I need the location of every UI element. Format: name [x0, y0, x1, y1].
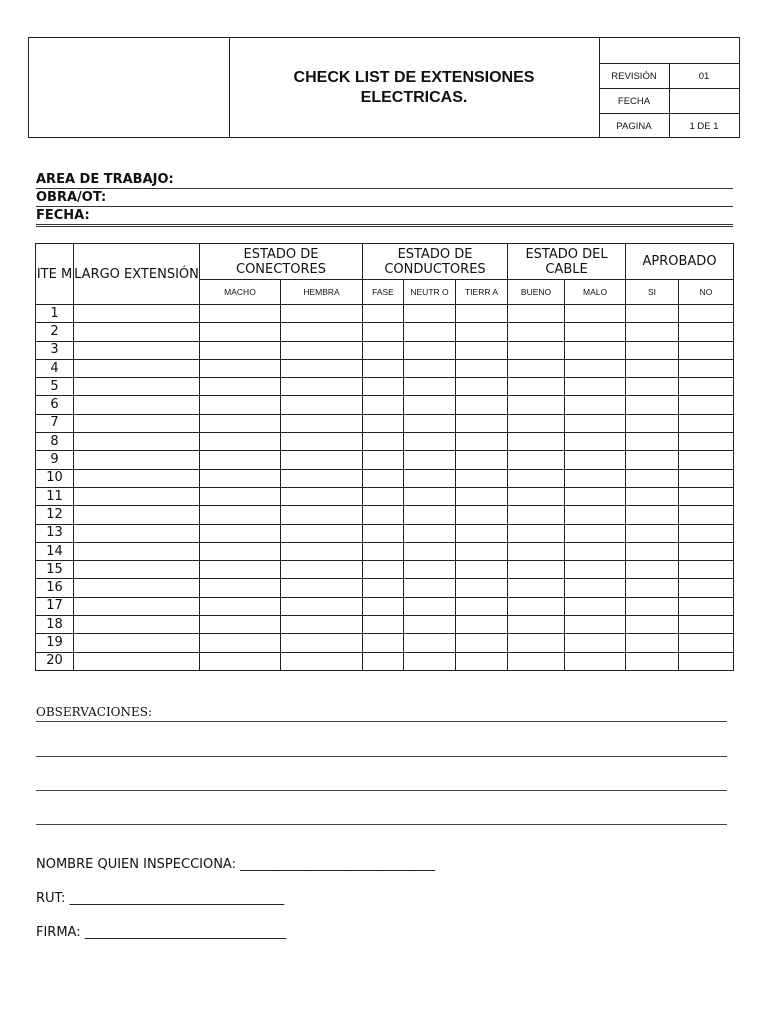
table-cell[interactable] [508, 561, 565, 579]
item-number: 16 [36, 579, 74, 597]
table-cell[interactable] [679, 487, 734, 505]
table-cell[interactable] [200, 616, 281, 634]
table-row [36, 634, 734, 652]
table-cell[interactable] [456, 341, 508, 359]
table-cell[interactable] [363, 652, 404, 670]
meta-value-revision: 01 [698, 70, 710, 82]
table-cell[interactable] [626, 359, 679, 377]
table-cell[interactable] [363, 378, 404, 396]
table-cell[interactable] [626, 341, 679, 359]
table-cell[interactable] [565, 542, 626, 560]
table-cell[interactable] [404, 506, 456, 524]
table-cell[interactable] [456, 378, 508, 396]
table-cell[interactable] [281, 341, 363, 359]
table-cell[interactable] [626, 378, 679, 396]
table-cell[interactable] [508, 652, 565, 670]
table-cell[interactable] [508, 506, 565, 524]
item-number: 14 [36, 542, 74, 560]
item-number: 5 [36, 378, 74, 396]
table-cell[interactable] [281, 396, 363, 414]
table-cell[interactable] [281, 359, 363, 377]
item-number: 7 [36, 414, 74, 432]
table-cell[interactable] [281, 305, 363, 323]
meta-block [599, 38, 739, 137]
table-cell[interactable] [508, 616, 565, 634]
si-header: SI [626, 280, 679, 305]
table-cell[interactable] [363, 451, 404, 469]
table-row [36, 378, 734, 396]
firma-field[interactable]: FIRMA: _______________________________ [36, 925, 287, 940]
table-cell[interactable] [281, 561, 363, 579]
malo-header: MALO [565, 280, 626, 305]
table-cell[interactable] [508, 378, 565, 396]
table-cell[interactable] [200, 323, 281, 341]
table-cell[interactable] [456, 542, 508, 560]
table-cell[interactable] [281, 597, 363, 615]
table-cell[interactable] [508, 305, 565, 323]
table-cell[interactable] [456, 323, 508, 341]
item-number: 1 [36, 305, 74, 323]
table-cell[interactable] [74, 634, 200, 652]
table-cell[interactable] [74, 323, 200, 341]
table-row [36, 579, 734, 597]
table-cell[interactable] [626, 323, 679, 341]
table-row [36, 396, 734, 414]
table-cell[interactable] [404, 433, 456, 451]
table-cell[interactable] [281, 378, 363, 396]
meta-row-fecha [599, 88, 739, 113]
table-cell[interactable] [363, 414, 404, 432]
table-cell[interactable] [565, 433, 626, 451]
item-number: 12 [36, 506, 74, 524]
table-cell[interactable] [456, 634, 508, 652]
table-cell[interactable] [74, 433, 200, 451]
table-cell[interactable] [74, 506, 200, 524]
table-cell[interactable] [363, 542, 404, 560]
table-row [36, 616, 734, 634]
table-cell[interactable] [679, 616, 734, 634]
table-cell[interactable] [679, 579, 734, 597]
table-cell[interactable] [456, 451, 508, 469]
item-number: 17 [36, 597, 74, 615]
table-cell[interactable] [679, 561, 734, 579]
table-cell[interactable] [404, 652, 456, 670]
table-cell[interactable] [626, 524, 679, 542]
table-cell[interactable] [74, 359, 200, 377]
table-cell[interactable] [679, 506, 734, 524]
meta-value-fecha [669, 89, 739, 113]
table-cell[interactable] [404, 359, 456, 377]
table-cell[interactable] [363, 341, 404, 359]
table-cell[interactable] [565, 469, 626, 487]
table-row [36, 524, 734, 542]
no-header: NO [679, 280, 734, 305]
item-number: 4 [36, 359, 74, 377]
table-cell[interactable] [200, 634, 281, 652]
table-cell[interactable] [74, 597, 200, 615]
table-cell[interactable] [565, 579, 626, 597]
observaciones-line[interactable] [36, 824, 727, 825]
table-cell[interactable] [200, 506, 281, 524]
table-cell[interactable] [281, 414, 363, 432]
table-cell[interactable] [404, 396, 456, 414]
table-cell[interactable] [200, 542, 281, 560]
table-cell[interactable] [281, 542, 363, 560]
table-cell[interactable] [679, 634, 734, 652]
table-cell[interactable] [404, 524, 456, 542]
meta-key-revision: REVISIÓN [599, 64, 670, 88]
table-cell[interactable] [565, 323, 626, 341]
table-cell[interactable] [404, 542, 456, 560]
table-cell[interactable] [363, 305, 404, 323]
table-cell[interactable] [363, 634, 404, 652]
table-cell[interactable] [679, 542, 734, 560]
table-row [36, 542, 734, 560]
item-number: 13 [36, 524, 74, 542]
table-cell[interactable] [281, 451, 363, 469]
table-cell[interactable] [281, 616, 363, 634]
table-cell[interactable] [200, 378, 281, 396]
table-cell[interactable] [74, 396, 200, 414]
table-cell[interactable] [508, 341, 565, 359]
table-cell[interactable] [404, 451, 456, 469]
table-cell[interactable] [456, 433, 508, 451]
document-header [28, 37, 740, 138]
tierra-header: TIERR A [456, 280, 508, 305]
table-cell[interactable] [456, 597, 508, 615]
table-cell[interactable] [281, 323, 363, 341]
table-cell[interactable] [565, 305, 626, 323]
table-cell[interactable] [404, 597, 456, 615]
title-cell [229, 38, 600, 137]
table-cell[interactable] [363, 396, 404, 414]
document-title: CHECK LIST DE EXTENSIONES ELECTRICAS. [293, 68, 535, 106]
table-cell[interactable] [626, 652, 679, 670]
item-number: 11 [36, 487, 74, 505]
table-cell[interactable] [281, 579, 363, 597]
item-number: 9 [36, 451, 74, 469]
table-cell[interactable] [456, 579, 508, 597]
estado-cable-header: ESTADO DEL CABLE [508, 244, 626, 280]
item-number: 18 [36, 616, 74, 634]
table-cell[interactable] [200, 305, 281, 323]
table-cell[interactable] [200, 359, 281, 377]
largo-extension-header: LARGO EXTENSIÓN [74, 244, 200, 305]
neutro-header: NEUTR O [404, 280, 456, 305]
table-cell[interactable] [456, 616, 508, 634]
table-cell[interactable] [200, 396, 281, 414]
table-cell[interactable] [200, 341, 281, 359]
table-cell[interactable] [281, 506, 363, 524]
observaciones-line[interactable] [36, 756, 727, 757]
table-cell[interactable] [404, 305, 456, 323]
table-cell[interactable] [74, 378, 200, 396]
table-cell[interactable] [565, 561, 626, 579]
item-number: 8 [36, 433, 74, 451]
table-cell[interactable] [74, 524, 200, 542]
table-cell[interactable] [565, 652, 626, 670]
table-cell[interactable] [565, 378, 626, 396]
table-row [36, 506, 734, 524]
table-cell[interactable] [74, 652, 200, 670]
observaciones-line[interactable] [36, 790, 727, 791]
table-row [36, 487, 734, 505]
table-cell[interactable] [508, 359, 565, 377]
table-cell[interactable] [565, 634, 626, 652]
table-cell[interactable] [363, 597, 404, 615]
checklist-table [35, 243, 734, 671]
table-cell[interactable] [363, 487, 404, 505]
table-cell[interactable] [626, 542, 679, 560]
table-cell[interactable] [679, 524, 734, 542]
table-cell[interactable] [363, 524, 404, 542]
bueno-header: BUENO [508, 280, 565, 305]
table-cell[interactable] [626, 561, 679, 579]
table-cell[interactable] [74, 542, 200, 560]
table-row [36, 305, 734, 323]
table-cell[interactable] [565, 616, 626, 634]
table-cell[interactable] [679, 305, 734, 323]
table-cell[interactable] [679, 414, 734, 432]
table-cell[interactable] [508, 542, 565, 560]
table-cell[interactable] [74, 579, 200, 597]
table-cell[interactable] [508, 414, 565, 432]
aprobado-header: APROBADO [626, 244, 734, 280]
table-cell[interactable] [626, 451, 679, 469]
table-cell[interactable] [565, 396, 626, 414]
table-cell[interactable] [404, 414, 456, 432]
observaciones-label: OBSERVACIONES: [36, 705, 153, 719]
table-cell[interactable] [281, 652, 363, 670]
table-row [36, 561, 734, 579]
table-cell[interactable] [456, 506, 508, 524]
table-cell[interactable] [74, 561, 200, 579]
table-cell[interactable] [626, 305, 679, 323]
rut-field[interactable]: RUT: _________________________________ [36, 891, 285, 906]
hembra-header: HEMBRA [281, 280, 363, 305]
table-cell[interactable] [456, 487, 508, 505]
table-cell[interactable] [456, 561, 508, 579]
table-cell[interactable] [565, 341, 626, 359]
table-cell[interactable] [508, 487, 565, 505]
table-cell[interactable] [404, 323, 456, 341]
table-cell[interactable] [363, 506, 404, 524]
table-cell[interactable] [363, 433, 404, 451]
table-cell[interactable] [74, 305, 200, 323]
table-cell[interactable] [679, 652, 734, 670]
table-cell[interactable] [281, 524, 363, 542]
table-cell[interactable] [404, 469, 456, 487]
table-cell[interactable] [679, 469, 734, 487]
table-cell[interactable] [404, 616, 456, 634]
area-de-trabajo-field[interactable]: AREA DE TRABAJO: [36, 172, 733, 189]
table-cell[interactable] [565, 487, 626, 505]
table-cell[interactable] [74, 451, 200, 469]
table-cell[interactable] [565, 359, 626, 377]
table-row [36, 341, 734, 359]
table-cell[interactable] [363, 616, 404, 634]
observaciones-line[interactable] [36, 721, 727, 722]
nombre-inspector-field[interactable]: NOMBRE QUIEN INSPECCIONA: ______________________________ [36, 857, 436, 872]
table-cell[interactable] [363, 323, 404, 341]
table-cell[interactable] [626, 634, 679, 652]
table-cell[interactable] [200, 561, 281, 579]
item-header: ITE M [36, 244, 74, 305]
logo-placeholder [29, 38, 230, 137]
table-cell[interactable] [281, 433, 363, 451]
meta-row-revision [599, 63, 739, 88]
table-cell[interactable] [626, 579, 679, 597]
table-cell[interactable] [626, 487, 679, 505]
table-cell[interactable] [679, 597, 734, 615]
table-cell[interactable] [74, 487, 200, 505]
table-cell[interactable] [508, 433, 565, 451]
table-cell[interactable] [679, 359, 734, 377]
table-cell[interactable] [626, 506, 679, 524]
meta-key-pagina: PAGINA [599, 114, 670, 138]
table-cell[interactable] [200, 652, 281, 670]
table-cell[interactable] [404, 579, 456, 597]
table-cell[interactable] [626, 597, 679, 615]
table-cell[interactable] [74, 341, 200, 359]
table-row [36, 652, 734, 670]
table-cell[interactable] [456, 652, 508, 670]
table-cell[interactable] [281, 487, 363, 505]
table-cell[interactable] [200, 433, 281, 451]
obra-ot-field[interactable]: OBRA/OT: [36, 190, 733, 207]
table-row [36, 597, 734, 615]
table-cell[interactable] [404, 487, 456, 505]
meta-row-pagina [599, 113, 739, 138]
item-number: 19 [36, 634, 74, 652]
item-number: 15 [36, 561, 74, 579]
table-cell[interactable] [456, 469, 508, 487]
table-cell[interactable] [456, 359, 508, 377]
table-cell[interactable] [626, 414, 679, 432]
table-cell[interactable] [200, 414, 281, 432]
item-number: 10 [36, 469, 74, 487]
table-cell[interactable] [200, 451, 281, 469]
table-cell[interactable] [456, 414, 508, 432]
meta-value-pagina: 1 DE 1 [689, 120, 719, 132]
table-cell[interactable] [200, 487, 281, 505]
table-cell[interactable] [679, 396, 734, 414]
item-number: 20 [36, 652, 74, 670]
table-cell[interactable] [456, 305, 508, 323]
table-row [36, 469, 734, 487]
table-cell[interactable] [626, 469, 679, 487]
table-cell[interactable] [363, 561, 404, 579]
table-cell[interactable] [363, 579, 404, 597]
table-cell[interactable] [363, 359, 404, 377]
table-cell[interactable] [679, 451, 734, 469]
table-cell[interactable] [508, 579, 565, 597]
table-cell[interactable] [281, 469, 363, 487]
table-cell[interactable] [404, 634, 456, 652]
table-row [36, 433, 734, 451]
table-cell[interactable] [508, 597, 565, 615]
fase-header: FASE [363, 280, 404, 305]
table-cell[interactable] [679, 378, 734, 396]
table-row [36, 451, 734, 469]
table-row [36, 323, 734, 341]
estado-conectores-header: ESTADO DE CONECTORES [200, 244, 363, 280]
table-cell[interactable] [74, 469, 200, 487]
table-cell[interactable] [508, 634, 565, 652]
table-cell[interactable] [565, 451, 626, 469]
table-cell[interactable] [508, 451, 565, 469]
item-number: 6 [36, 396, 74, 414]
table-cell[interactable] [74, 414, 200, 432]
table-cell[interactable] [565, 524, 626, 542]
table-cell[interactable] [679, 341, 734, 359]
checklist-rows [36, 305, 734, 671]
table-cell[interactable] [74, 616, 200, 634]
table-cell[interactable] [508, 469, 565, 487]
table-cell[interactable] [626, 433, 679, 451]
info-divider [36, 226, 733, 227]
table-cell[interactable] [626, 396, 679, 414]
table-cell[interactable] [200, 579, 281, 597]
table-cell[interactable] [679, 433, 734, 451]
table-cell[interactable] [456, 524, 508, 542]
table-cell[interactable] [200, 597, 281, 615]
macho-header: MACHO [200, 280, 281, 305]
table-cell[interactable] [404, 341, 456, 359]
table-cell[interactable] [404, 561, 456, 579]
table-cell[interactable] [508, 396, 565, 414]
item-number: 2 [36, 323, 74, 341]
table-cell[interactable] [565, 597, 626, 615]
estado-conductores-header: ESTADO DE CONDUCTORES [363, 244, 508, 280]
table-cell[interactable] [508, 524, 565, 542]
table-cell[interactable] [679, 323, 734, 341]
table-cell[interactable] [565, 414, 626, 432]
table-cell[interactable] [200, 469, 281, 487]
table-cell[interactable] [626, 616, 679, 634]
table-cell[interactable] [565, 506, 626, 524]
table-cell[interactable] [508, 323, 565, 341]
table-cell[interactable] [404, 378, 456, 396]
table-cell[interactable] [456, 396, 508, 414]
fecha-field[interactable]: FECHA: [36, 208, 733, 225]
meta-key-fecha: FECHA [599, 89, 670, 113]
item-number: 3 [36, 341, 74, 359]
table-cell[interactable] [281, 634, 363, 652]
table-row [36, 359, 734, 377]
table-cell[interactable] [363, 469, 404, 487]
table-cell[interactable] [200, 524, 281, 542]
table-row [36, 414, 734, 432]
